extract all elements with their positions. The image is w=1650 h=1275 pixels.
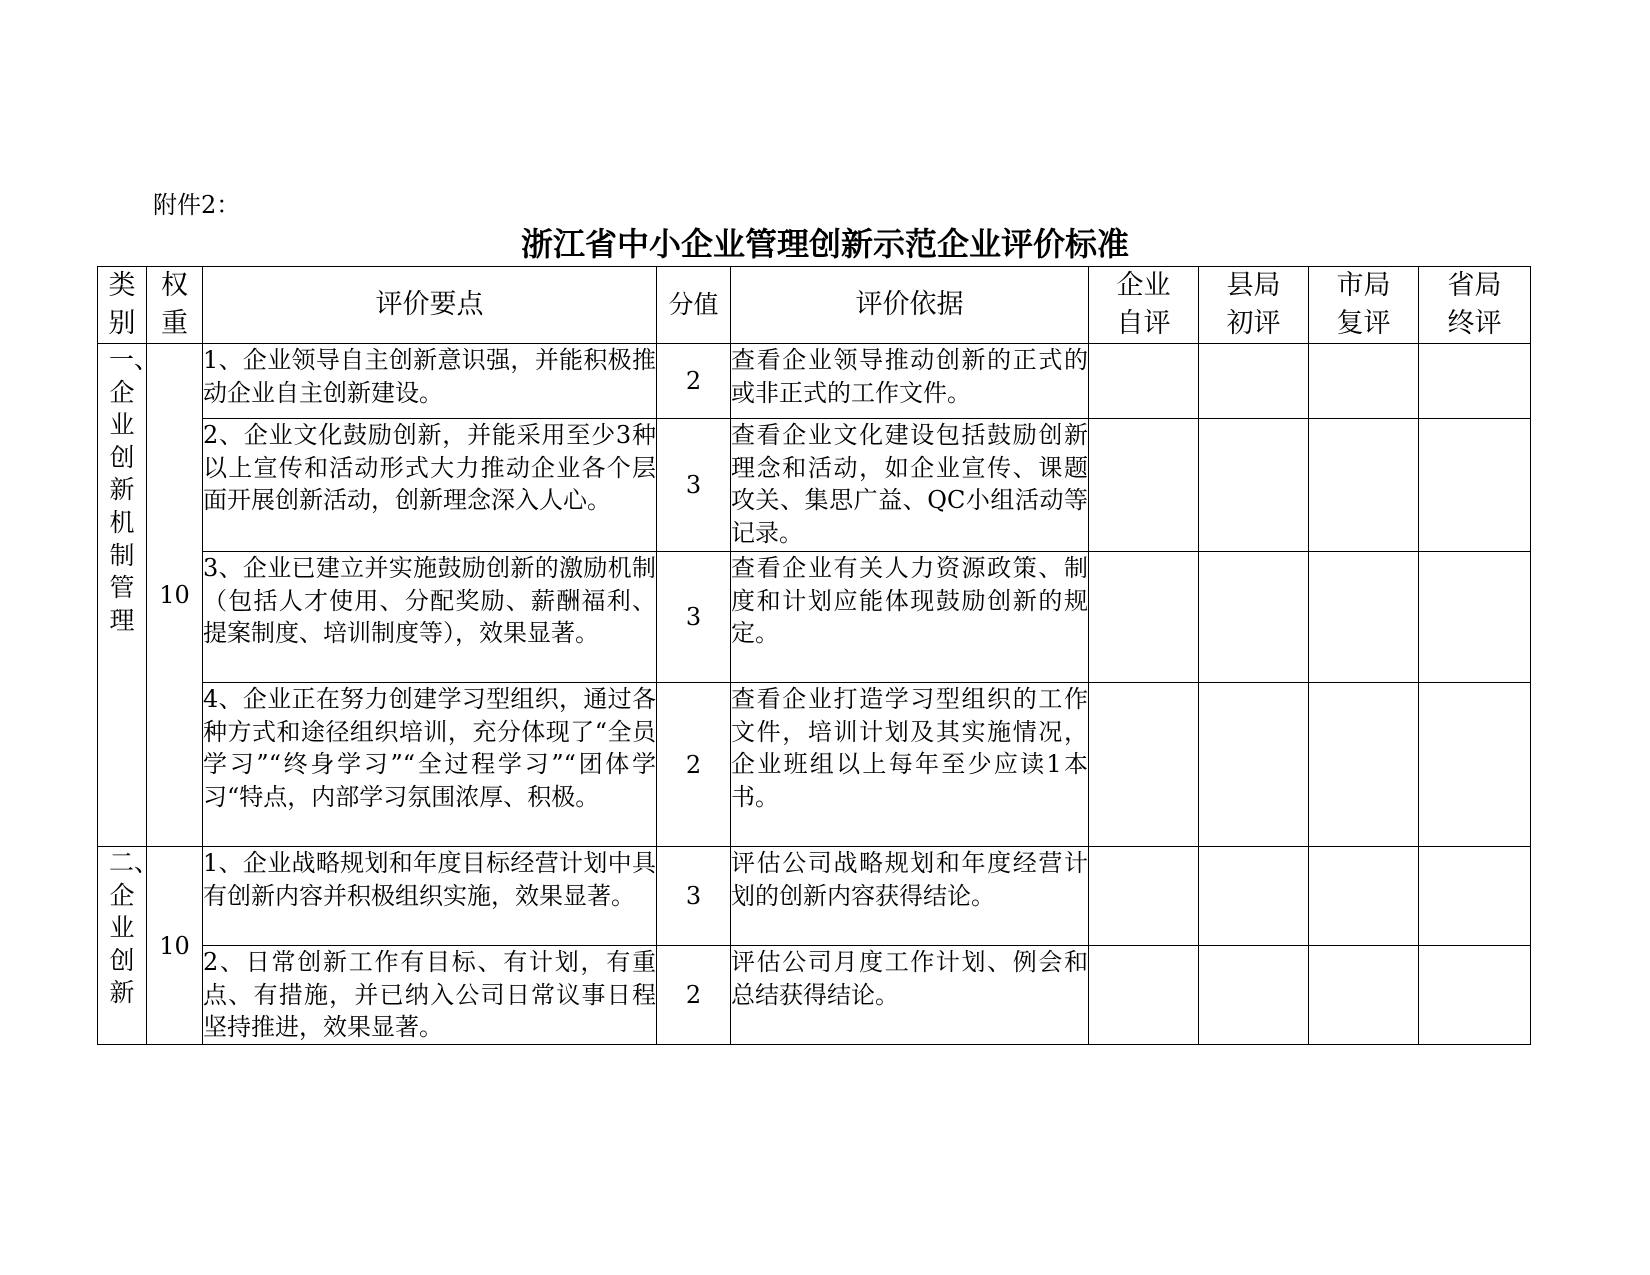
- header-basis: 评价依据: [731, 267, 1089, 344]
- score-cell: 2: [657, 946, 731, 1045]
- header-county-eval: 县局 初评: [1199, 267, 1309, 344]
- score-cell: 3: [657, 419, 731, 552]
- city-eval-cell[interactable]: [1309, 552, 1419, 683]
- header-weight: 权 重: [147, 267, 203, 344]
- self-eval-cell[interactable]: [1089, 552, 1199, 683]
- self-eval-cell[interactable]: [1089, 683, 1199, 847]
- self-eval-cell[interactable]: [1089, 847, 1199, 946]
- table-row: [98, 419, 1531, 552]
- county-eval-cell[interactable]: [1199, 946, 1309, 1045]
- score-cell: 2: [657, 344, 731, 419]
- self-eval-cell[interactable]: [1089, 946, 1199, 1045]
- table-row: [98, 552, 1531, 683]
- city-eval-cell[interactable]: [1309, 683, 1419, 847]
- header-city-eval: 市局 复评: [1309, 267, 1419, 344]
- province-eval-cell[interactable]: [1419, 419, 1531, 552]
- score-cell: 2: [657, 683, 731, 847]
- province-eval-cell[interactable]: [1419, 683, 1531, 847]
- city-eval-cell[interactable]: [1309, 419, 1419, 552]
- county-eval-cell[interactable]: [1199, 344, 1309, 419]
- header-self-eval: 企业 自评: [1089, 267, 1199, 344]
- score-cell: 3: [657, 552, 731, 683]
- city-eval-cell[interactable]: [1309, 946, 1419, 1045]
- header-category: 类 别: [98, 267, 147, 344]
- basis-cell: 评估公司战略规划和年度经营计划的创新内容获得结论。: [731, 847, 1089, 946]
- table-row: [98, 847, 1531, 946]
- province-eval-cell[interactable]: [1419, 847, 1531, 946]
- basis-cell: 评估公司月度工作计划、例会和总结获得结论。: [731, 946, 1089, 1045]
- table-row: [98, 683, 1531, 847]
- basis-cell: 查看企业打造学习型组织的工作文件，培训计划及其实施情况，企业班组以上每年至少应读1本书。: [731, 683, 1089, 847]
- county-eval-cell[interactable]: [1199, 847, 1309, 946]
- table-row: [98, 946, 1531, 1045]
- county-eval-cell[interactable]: [1199, 683, 1309, 847]
- basis-cell: 查看企业领导推动创新的正式的或非正式的工作文件。: [731, 344, 1089, 419]
- county-eval-cell[interactable]: [1199, 419, 1309, 552]
- point-cell: 1、企业战略规划和年度目标经营计划中具有创新内容并积极组织实施，效果显著。: [203, 847, 657, 946]
- city-eval-cell[interactable]: [1309, 847, 1419, 946]
- basis-cell: 查看企业有关人力资源政策、制度和计划应能体现鼓励创新的规定。: [731, 552, 1089, 683]
- self-eval-cell[interactable]: [1089, 344, 1199, 419]
- category-cell: 二、企业创新: [98, 847, 147, 1045]
- header-points: 评价要点: [203, 267, 657, 344]
- self-eval-cell[interactable]: [1089, 419, 1199, 552]
- header-province-eval: 省局 终评: [1419, 267, 1531, 344]
- point-cell: 2、企业文化鼓励创新，并能采用至少3种以上宣传和活动形式大力推动企业各个层面开展创新活动，创新理念深入人心。: [203, 419, 657, 552]
- header-row: [98, 267, 1531, 344]
- weight-cell: 10: [147, 344, 203, 847]
- province-eval-cell[interactable]: [1419, 946, 1531, 1045]
- point-cell: 2、日常创新工作有目标、有计划，有重点、有措施，并已纳入公司日常议事日程坚持推进，效果显著。: [203, 946, 657, 1045]
- weight-cell: 10: [147, 847, 203, 1045]
- point-cell: 1、企业领导自主创新意识强，并能积极推动企业自主创新建设。: [203, 344, 657, 419]
- basis-cell: 查看企业文化建设包括鼓励创新理念和活动，如企业宣传、课题攻关、集思广益、QC小组活动等记录。: [731, 419, 1089, 552]
- point-cell: 3、企业已建立并实施鼓励创新的激励机制（包括人才使用、分配奖励、薪酬福利、提案制度、培训制度等），效果显著。: [203, 552, 657, 683]
- city-eval-cell[interactable]: [1309, 344, 1419, 419]
- page-title: 浙江省中小企业管理创新示范企业评价标准: [520, 225, 1129, 263]
- header-score: 分值: [657, 267, 731, 344]
- category-cell: 一、企业创新机制管理: [98, 344, 147, 847]
- province-eval-cell[interactable]: [1419, 344, 1531, 419]
- province-eval-cell[interactable]: [1419, 552, 1531, 683]
- evaluation-table: [97, 266, 1531, 1045]
- point-cell: 4、企业正在努力创建学习型组织，通过各种方式和途径组织培训，充分体现了“全员学习”“终身学习”“全过程学习”“团体学习“特点，内部学习氛围浓厚、积极。: [203, 683, 657, 847]
- score-cell: 3: [657, 847, 731, 946]
- attachment-label: 附件2：: [153, 191, 241, 219]
- county-eval-cell[interactable]: [1199, 552, 1309, 683]
- table-row: [98, 344, 1531, 419]
